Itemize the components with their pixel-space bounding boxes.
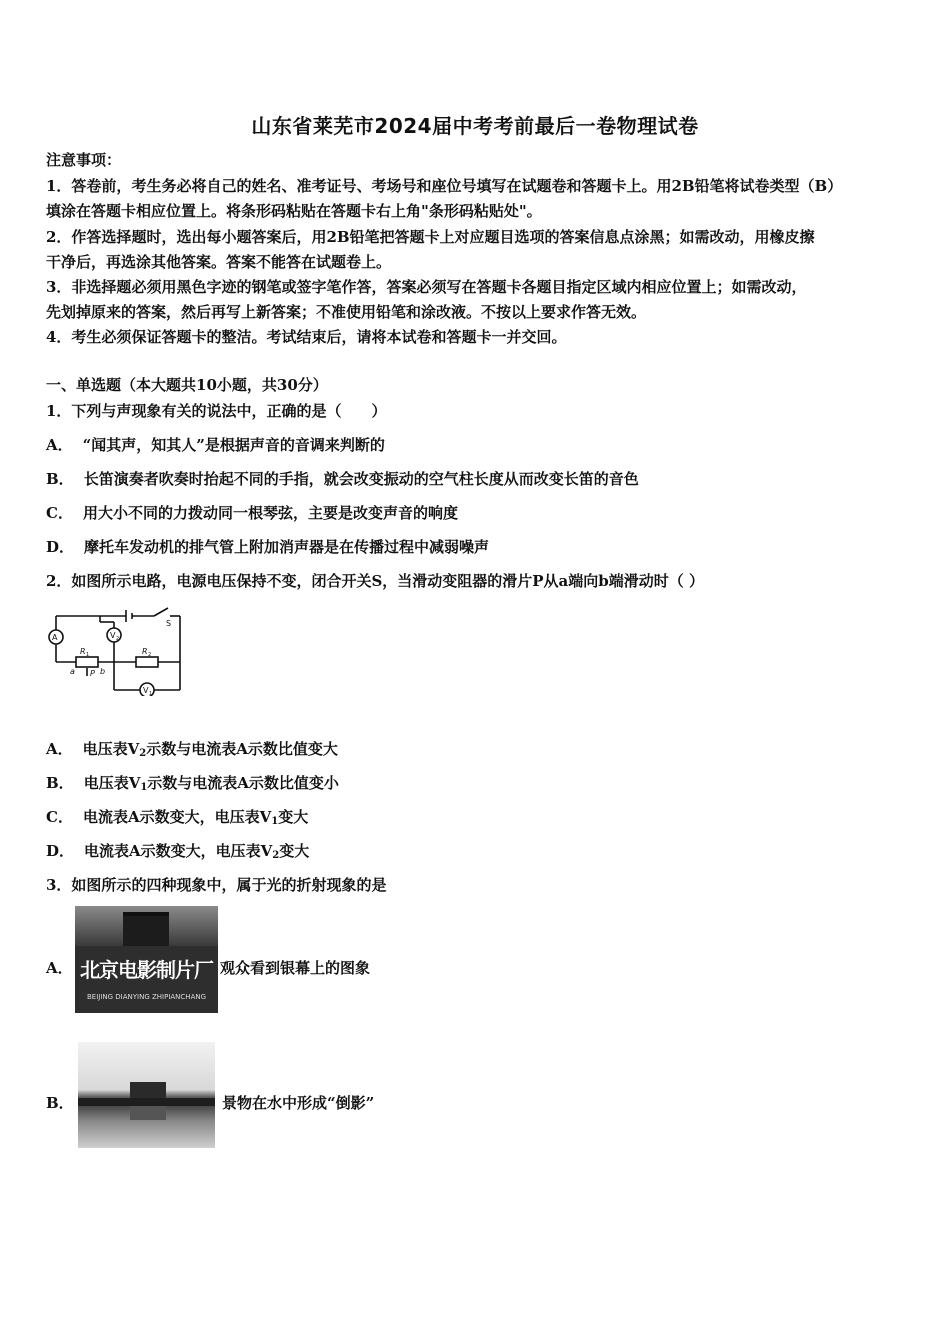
- notice-line: 4．考生必须保证答题卡的整洁。考试结束后，请将本试卷和答题卡一并交回。: [46, 328, 567, 346]
- option-label: A．: [46, 740, 73, 758]
- option-text-pre: 电流表A示数变大，电压表V: [84, 842, 273, 860]
- q3-option-a-text[interactable]: [220, 958, 370, 978]
- v1-sub: 1: [149, 691, 153, 696]
- q2-option-c[interactable]: [46, 807, 308, 832]
- q1-stem: 1．下列与声现象有关的说法中，正确的是（ ）: [46, 402, 387, 420]
- option-text: 用大小不同的力拨动同一根琴弦，主要是改变声音的响度: [82, 504, 458, 522]
- option-text: 长笛演奏者吹奏时抬起不同的手指，就会改变振动的空气柱长度从而改变长笛的音色: [83, 470, 639, 488]
- option-label: D．: [46, 538, 75, 556]
- option-text-pre: 电压表V: [83, 774, 141, 792]
- option-text-pre: 电流表A示数变大，电压表V: [82, 808, 272, 826]
- film-studio-subtitle: BEIJING DIANYING ZHIPIANCHANG: [86, 993, 207, 1001]
- option-text-post: 示数与电流表A示数比值变小: [147, 774, 339, 792]
- notice-line: 2．作答选择题时，选出每小题答案后，用2B铅笔把答题卡上对应题目选项的答案信息点涂黑；如需改动，用橡皮擦: [46, 228, 815, 246]
- option-text-sub: 2: [139, 748, 147, 759]
- q1-option-c[interactable]: [46, 503, 458, 523]
- q3-option-b-text[interactable]: [222, 1093, 374, 1113]
- slider-p-label: P: [90, 669, 95, 678]
- switch-label: S: [166, 619, 172, 628]
- v1-label: V: [143, 686, 149, 695]
- notice-line: 填涂在答题卡相应位置上。将条形码粘贴在答题卡右上角"条形码粘贴处"。: [46, 202, 542, 220]
- notice-line: 先划掉原来的答案，然后再写上新答案；不准使用铅笔和涂改液。不按以上要求作答无效。: [46, 303, 647, 321]
- terminal-b-label: b: [100, 667, 106, 676]
- q2-option-a[interactable]: [46, 739, 338, 764]
- option-label: A．: [46, 959, 73, 977]
- v2-sub: 2: [116, 636, 120, 642]
- film-studio-title: 北京电影制片厂: [80, 958, 213, 982]
- ammeter-label: A: [52, 633, 58, 642]
- q1-option-b[interactable]: [46, 469, 639, 489]
- option-text-sub: 1: [271, 816, 279, 827]
- gate-building: [123, 912, 169, 946]
- wall-silhouette: [78, 1098, 215, 1106]
- option-label: C．: [46, 808, 73, 826]
- r2-label: R: [142, 647, 148, 656]
- option-label: D．: [46, 842, 75, 860]
- tower-silhouette: [130, 1082, 166, 1098]
- option-text-post: 示数与电流表A示数比值变大: [146, 740, 338, 758]
- reflection-photo: [78, 1042, 215, 1148]
- q1-option-d[interactable]: [46, 537, 489, 557]
- option-text: 景物在水中形成“倒影”: [222, 1094, 375, 1112]
- q3-stem: 3．如图所示的四种现象中，属于光的折射现象的是: [46, 876, 387, 894]
- option-text-pre: 电压表V: [82, 740, 140, 758]
- q2-stem: 2．如图所示电路，电源电压保持不变，闭合开关S，当滑动变阻器的滑片P从a端向b端滑动时（ ）: [46, 572, 704, 590]
- v2-label: V: [110, 631, 116, 640]
- option-text-sub: 1: [140, 782, 148, 793]
- option-text: 观众看到银幕上的图象: [220, 959, 371, 977]
- option-text: “闻其声，知其人”是根据声音的音调来判断的: [82, 436, 385, 454]
- option-label: B．: [46, 774, 74, 792]
- notice-line: 1．答卷前，考生务必将自己的姓名、准考证号、考场号和座位号填写在试题卷和答题卡上。用2B铅笔将试卷类型（B）: [46, 177, 843, 195]
- q2-option-d[interactable]: [46, 841, 309, 866]
- q2-option-b[interactable]: [46, 773, 339, 798]
- r2-sub: 2: [148, 652, 152, 658]
- option-label: A．: [46, 436, 73, 454]
- option-text: 摩托车发动机的排气管上附加消声器是在传播过程中减弱噪声: [84, 538, 490, 556]
- r1-label: R: [80, 647, 86, 656]
- section-heading: 一、单选题（本大题共10小题，共30分）: [46, 376, 328, 394]
- circuit-diagram: [42, 604, 187, 696]
- option-text-post: 变大: [278, 808, 309, 826]
- notice-line: 3．非选择题必须用黑色字迹的钢笔或签字笔作答，答案必须写在答题卡各题目指定区域内相应位置上；如需改动，: [46, 278, 807, 296]
- option-label: C．: [46, 504, 73, 522]
- notice-heading: 注意事项：: [46, 151, 122, 169]
- exam-title: 山东省莱芜市2024届中考考前最后一卷物理试卷: [251, 114, 699, 138]
- film-studio-image: [75, 906, 218, 1013]
- option-label: B．: [46, 470, 74, 488]
- notice-line: 干净后，再选涂其他答案。答案不能答在试题卷上。: [46, 253, 392, 271]
- option-text-post: 变大: [279, 842, 310, 860]
- terminal-a-label: a: [70, 667, 75, 676]
- option-text-sub: 2: [272, 850, 280, 861]
- tower-reflection: [130, 1106, 166, 1120]
- q1-option-a[interactable]: [46, 435, 385, 455]
- r1-sub: 1: [86, 652, 90, 658]
- option-label: B．: [46, 1094, 74, 1112]
